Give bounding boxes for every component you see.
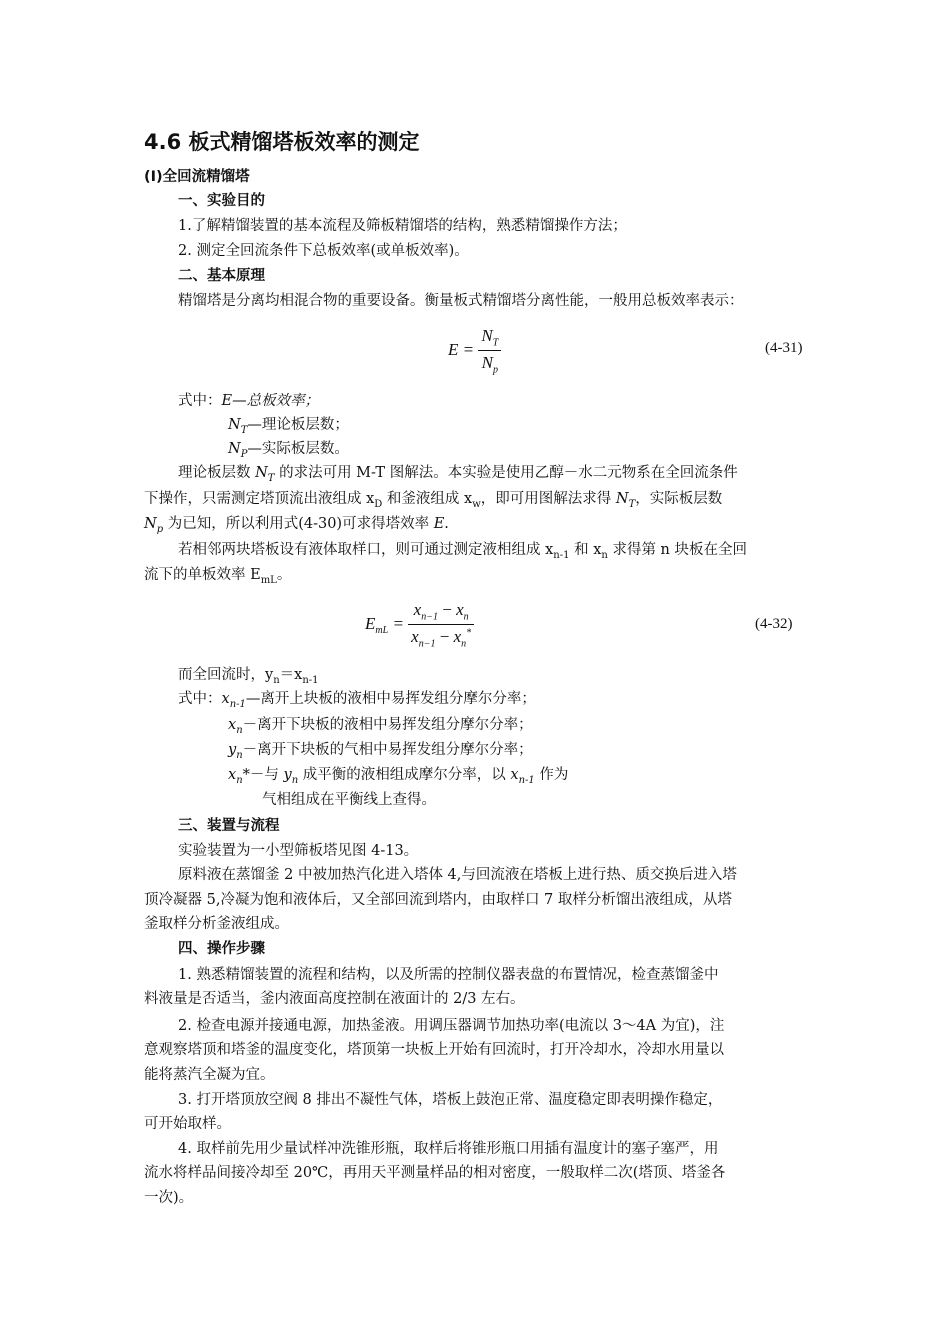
eq1-numerator: N — [481, 326, 493, 345]
reflux-condition: 而全回流时，$y_n=x_{n-1}$ — [178, 667, 319, 686]
definition-xn-star-cont: 气相组成在平衡线上查得。 — [262, 792, 436, 808]
definition-xn: $x_n-$离开下块板的液相中易挥发组分摩尔分率； — [228, 717, 533, 736]
apparatus-line-3: 顶冷凝器 5,冷凝为饱和液体后，又全部回流到塔内，由取样口 7 取样分析馏出液组成，从塔 — [144, 892, 732, 908]
eq2-fraction: $\frac{x_{n-1} - x_n}{x_{n-1} - x_n^*}$ — [408, 600, 474, 650]
purpose-item-2: 2. 测定全回流条件下总板效率(或单板效率)。 — [178, 243, 469, 259]
step-1-line-1: 1. 熟悉精馏装置的流程和结构，以及所需的控制仪器表盘的布置情况，检查蒸馏釜中 — [178, 967, 719, 983]
step-4-line-3: 一次)。 — [144, 1190, 194, 1206]
step-2-line-3: 能将蒸汽全凝为宜。 — [144, 1067, 275, 1083]
paragraph-1-line-2: 下操作，只需测定塔顶流出液组成 $x_D$ 和釜液组成 $x_w$，即可用图解法求得 $N_T$，实际板层数 — [144, 491, 723, 510]
purpose-item-1: 1.了解精馏装置的基本流程及筛板精馏塔的结构，熟悉精馏操作方法； — [178, 218, 627, 234]
apparatus-line-2: 原料液在蒸馏釜 2 中被加热汽化进入塔体 4,与回流液在塔板上进行热、质交换后进入塔 — [178, 867, 737, 883]
step-2-line-2: 意观察塔顶和塔釜的温度变化，塔顶第一块板上开始有回流时，打开冷却水，冷却水用量以 — [144, 1042, 724, 1058]
heading-purpose: 一、实验目的 — [178, 193, 265, 209]
principle-intro: 精馏塔是分离均相混合物的重要设备。衡量板式精馏塔分离性能，一般用总板效率表示： — [178, 293, 744, 309]
equation-number-4-31: (4-31) — [765, 340, 803, 356]
heading-principle: 二、基本原理 — [178, 268, 265, 284]
section-subtitle: (Ⅰ)全回流精馏塔 — [144, 169, 250, 185]
definition-yn: $y_n-$离开下块板的气相中易挥发组分摩尔分率； — [228, 742, 533, 761]
heading-apparatus: 三、装置与流程 — [178, 818, 280, 834]
apparatus-line-1: 实验装置为一小型筛板塔见图 4-13。 — [178, 843, 419, 859]
definition-e: 式中：E—总板效率； — [178, 393, 320, 409]
step-3-line-1: 3. 打开塔顶放空阀 8 排出不凝性气体，塔板上鼓泡正常、温度稳定即表明操作稳定， — [178, 1092, 723, 1108]
definition-xn-1: 式中：$x_{n-1}—$离开上块板的液相中易挥发组分摩尔分率； — [178, 691, 536, 710]
eq1-fraction: $\frac{N_T}{N_p}$ — [478, 326, 501, 376]
step-4-line-2: 流水将样品间接冷却至 20℃，再用天平测量样品的相对密度，一般取样二次(塔顶、塔釜各 — [144, 1165, 726, 1181]
page-title: 4.6 板式精馏塔板效率的测定 — [144, 130, 420, 154]
paragraph-1-line-1: 理论板层数 $N_T$ 的求法可用 M-T 图解法。本实验是使用乙醇－水二元物系在全回流条件 — [178, 465, 738, 484]
equation-4-31 — [448, 326, 501, 376]
paragraph-2-line-2: 流下的单板效率 $E_{mL}$。 — [144, 567, 292, 586]
definition-nt: $N_T—$理论板层数； — [228, 417, 349, 436]
step-4-line-1: 4. 取样前先用少量试样冲洗锥形瓶，取样后将锥形瓶口用插有温度计的塞子塞严，用 — [178, 1141, 719, 1157]
step-2-line-1: 2. 检查电源并接通电源，加热釜液。用调压器调节加热功率(电流以 3～4A 为宜)，注 — [178, 1018, 725, 1034]
apparatus-line-4: 釜取样分析釜液组成。 — [144, 916, 289, 932]
heading-procedure: 四、操作步骤 — [178, 941, 265, 957]
eq1-lhs: E = — [448, 339, 475, 359]
step-1-line-2: 料液量是否适当，釜内液面高度控制在液面计的 2/3 左右。 — [144, 991, 525, 1007]
step-3-line-2: 可开始取样。 — [144, 1116, 231, 1132]
equation-4-32: $E_{mL}$ = $\frac{x_{n-1} - x_n}{x_{n-1} - x_n^*}$ — [365, 600, 474, 650]
eq1-denominator: N — [481, 353, 493, 373]
definition-xn-star: $x_n*-$与 $y_n$ 成平衡的液相组成摩尔分率，以 $x_{n-1}$ 作为 — [228, 767, 569, 786]
equation-number-4-32: (4-32) — [755, 616, 793, 632]
paragraph-1-line-3: $N_p$ 为已知，所以利用式(4-30)可求得塔效率 E. — [144, 516, 449, 535]
paragraph-2-line-1: 若相邻两块塔板设有液体取样口，则可通过测定液相组成 $x_{n-1}$ 和 $x_n$ 求得第 n 块板在全回 — [178, 542, 748, 561]
definition-np: $N_P—$实际板层数。 — [228, 441, 349, 460]
